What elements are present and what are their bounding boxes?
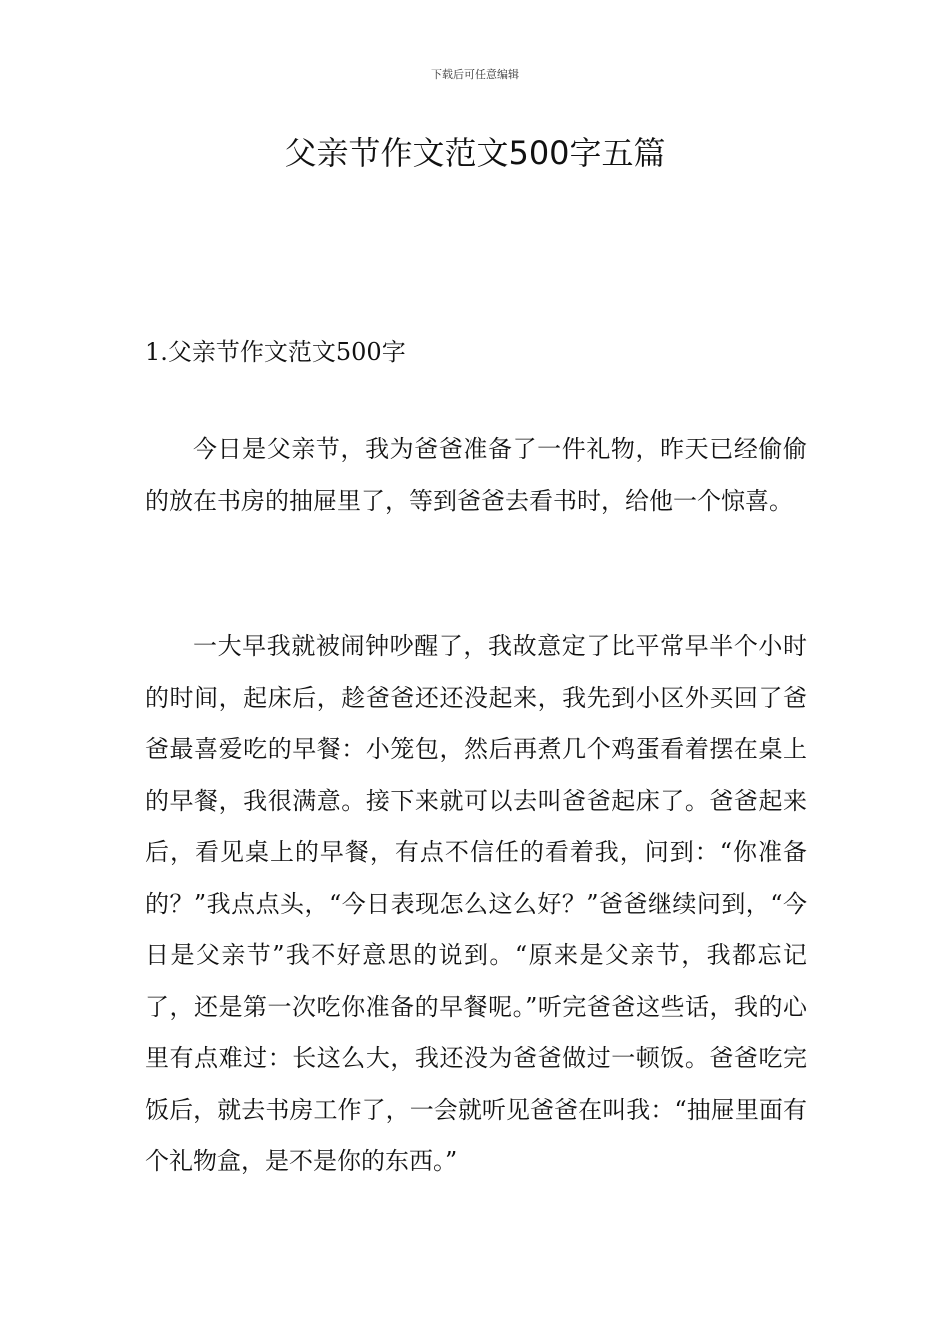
paragraph-1: 今日是父亲节，我为爸爸准备了一件礼物，昨天已经偷偷的放在书房的抽屉里了，等到爸爸去看书时，给他一个惊喜。 [145, 435, 807, 515]
document-title: 父亲节作文范文500字五篇 [284, 134, 666, 172]
section-heading: 1.父亲节作文范文500字 [145, 338, 406, 366]
header-note: 下载后可任意编辑 [431, 68, 519, 81]
paragraph-2: 一大早我就被闹钟吵醒了，我故意定了比平常早半个小时的时间，起床后，趁爸爸还还没起来，我先到小区外买回了爸爸最喜爱吃的早餐：小笼包，然后再煮几个鸡蛋看着摆在桌上的早餐，我很满意。接下来就可以去叫爸爸起床了。爸爸起来后，看见桌上的早餐，有点不信任的看着我，问到：“你准备的？”我点点头，“今日表现怎么这么好？”爸爸继续问到，“今日是父亲节”我不好意思的说到。“原来是父亲节，我都忘记了，还是第一次吃你准备的早餐呢。”听完爸爸这些话，我的心里有点难过：长这么大，我还没为爸爸做过一顿饭。爸爸吃完饭后，就去书房工作了，一会就听见爸爸在叫我：“抽屉里面有个礼物盒，是不是你的东西。” [145, 632, 807, 1175]
